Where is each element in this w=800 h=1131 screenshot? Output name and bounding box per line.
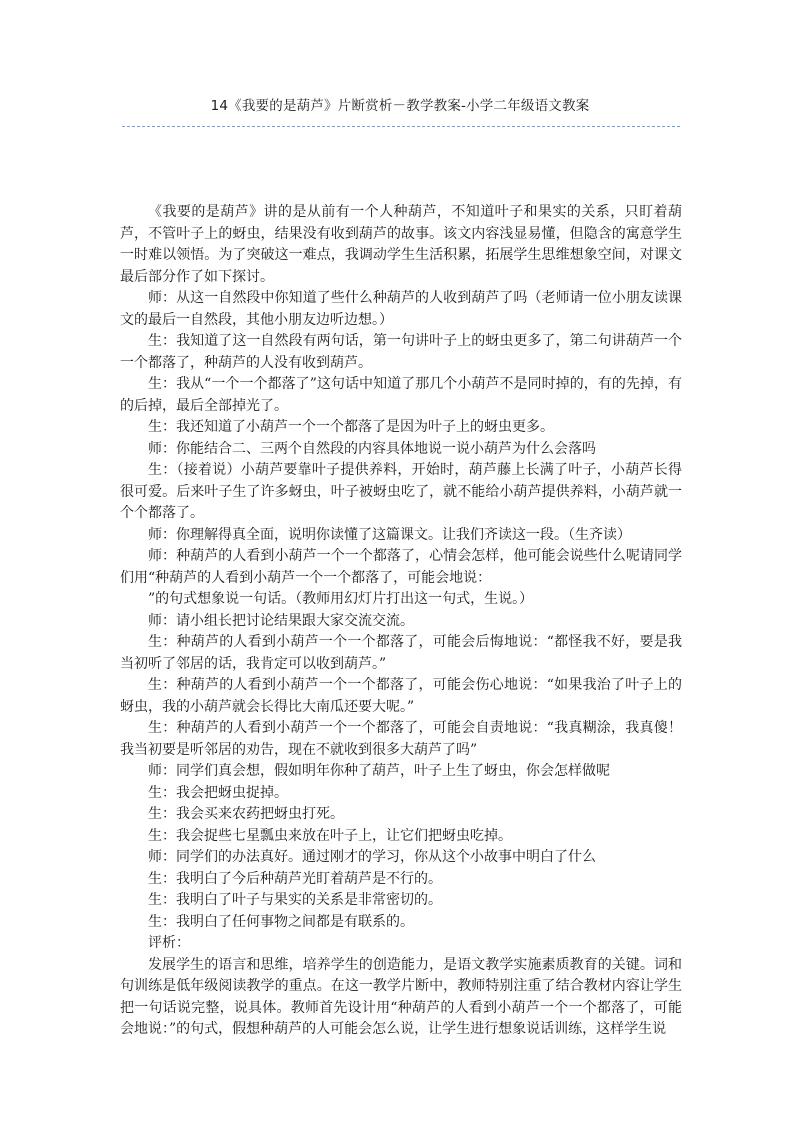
document-title: 14《我要的是葫芦》片断赏析－教学教案-小学二年级语文教案 — [210, 98, 590, 114]
paragraph-student-answer-13: 生：我明白了任何事物之间都是有联系的。 — [148, 913, 414, 930]
paragraph-student-answer-11: 生：我明白了今后种葫芦光盯着葫芦是不行的。 — [148, 870, 442, 887]
paragraph-teacher-question-5: 师：同学们的办法真好。通过刚才的学习，你从这个小故事中明白了什么 — [148, 849, 596, 865]
paragraph-commentary-body: 发展学生的语言和思维，培养学生的创造能力，是语文教学实施素质教育的关键。词和句训练是低年级阅读教学的重点。在这一教学片断中，教师特别注重了结合教材内容让学生把一句话说完整，说具体。教师首先设计用“种葫芦的人看到小葫芦一个一个都落了，可能会地说：”的句式，假想种葫芦的人可能会怎么说，让学生进行想象说话训练，这样学生说 — [120, 956, 682, 1037]
document-header — [0, 96, 800, 116]
paragraph-student-answer-8: 生：我会把蚜虫捉掉。 — [148, 784, 288, 801]
paragraph-teacher-instruction: 师：请小组长把讨论结果跟大家交流交流。 — [148, 612, 414, 629]
paragraph-sentence-pattern: ”的句式想象说一句话。（教师用幻灯片打出这一句式，生说。） — [148, 591, 534, 607]
paragraph-teacher-question-3: 师：种葫芦的人看到小葫芦一个一个都落了，心情会怎样，他可能会说些什么呢请同学们用“种葫芦的人看到小葫芦一个一个都落了，可能会地说： — [120, 548, 682, 586]
paragraph-student-answer-5: 生：种葫芦的人看到小葫芦一个一个都落了，可能会后悔地说：“都怪我不好，要是我当初听了邻居的话，我肯定可以收到葫芦。” — [120, 634, 682, 672]
paragraph-student-answer-12: 生：我明白了叶子与果实的关系是非常密切的。 — [148, 892, 442, 908]
paragraph-student-answer-9: 生：我会买来农药把蚜虫打死。 — [148, 806, 344, 822]
document-body — [120, 202, 682, 1041]
header-divider — [122, 126, 680, 127]
paragraph-intro: 《我要的是葫芦》讲的是从前有一个人种葫芦，不知道叶子和果实的关系，只盯着葫芦，不管叶子上的蚜虫，结果没有收到葫芦的故事。该文内容浅显易懂，但隐含的寓意学生一时难以领悟。为了突破这一难点，我调动学生生活积累，拓展学生思维想象空间，对课文最后部分作了如下探讨。 — [120, 204, 682, 285]
paragraph-student-answer-3: 生：我还知道了小葫芦一个一个都落了是因为叶子上的蚜虫更多。 — [148, 419, 554, 435]
paragraph-teacher-question-1: 师：从这一自然段中你知道了些什么种葫芦的人收到葫芦了吗（老师请一位小朋友读课文的最后一自然段，其他小朋友边听边想。） — [120, 290, 682, 328]
paragraph-teacher-question-4: 师：同学们真会想，假如明年你种了葫芦，叶子上生了蚜虫，你会怎样做呢 — [148, 763, 610, 779]
paragraph-student-answer-6: 生：种葫芦的人看到小葫芦一个一个都落了，可能会伤心地说：“如果我治了叶子上的蚜虫，我的小葫芦就会长得比大南瓜还要大呢。” — [120, 677, 682, 715]
paragraph-student-answer-2: 生：我从“一个一个都落了”这句话中知道了那几个小葫芦不是同时掉的，有的先掉，有的后掉，最后全部掉光了。 — [120, 376, 682, 414]
paragraph-teacher-question-2: 师：你能结合二、三两个自然段的内容具体地说一说小葫芦为什么会落吗 — [148, 440, 596, 457]
paragraph-teacher-praise-1: 师：你理解得真全面，说明你读懂了这篇课文。让我们齐读这一段。（生齐读） — [148, 526, 631, 543]
paragraph-commentary-heading: 评析： — [148, 935, 190, 951]
paragraph-student-answer-4: 生：（接着说）小葫芦要靠叶子提供养料，开始时，葫芦藤上长满了叶子，小葫芦长得很可爱。后来叶子生了许多蚜虫，叶子被蚜虫吃了，就不能给小葫芦提供养料，小葫芦就一个个都落了。 — [120, 462, 682, 521]
paragraph-student-answer-7: 生：种葫芦的人看到小葫芦一个一个都落了，可能会自责地说：“我真糊涂，我真傻！我当初要是听邻居的劝告，现在不就收到很多大葫芦了吗” — [120, 720, 682, 758]
paragraph-student-answer-1: 生：我知道了这一自然段有两句话，第一句讲叶子上的蚜虫更多了，第二句讲葫芦一个一个都落了，种葫芦的人没有收到葫芦。 — [120, 333, 682, 371]
paragraph-student-answer-10: 生：我会捉些七星瓢虫来放在叶子上，让它们把蚜虫吃掉。 — [148, 827, 512, 844]
